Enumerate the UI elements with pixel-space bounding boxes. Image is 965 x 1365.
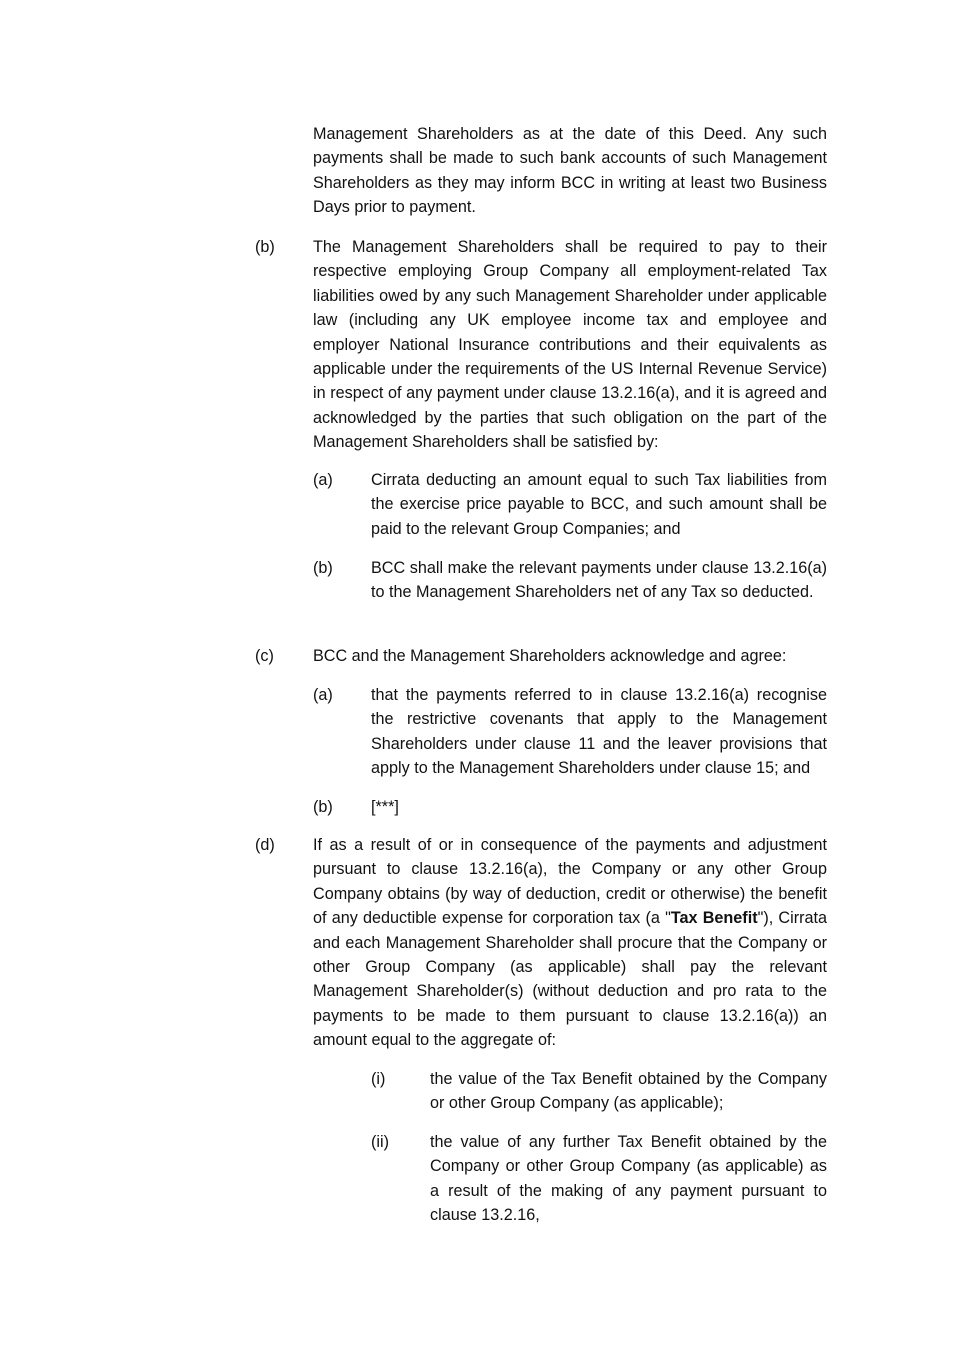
clause-c-sub-b-label: (b) (313, 798, 333, 816)
clause-b-text: The Management Shareholders shall be required to pay to their respective employing Group Company all employment-related Tax liabilities owed by any such Management Shareholder under applicable law (including any UK employee income tax and employee and employer National Insurance contributions and their equivalents as applicable under the requirements of the US Internal Revenue Service) in respect of any payment under clause 13.2.16(a), and it is agreed and acknowledged by the parties that such obligation on the part of the Management Shareholders shall be satisfied by: (313, 238, 827, 452)
clause-d-sub-ii-text: the value of any further Tax Benefit obtained by the Company or other Group Company (as applicable) as a result of the making of any payment pursuant to clause 13.2.16, (430, 1133, 827, 1225)
clause-c-sub-b-text: [***] (371, 798, 399, 816)
defined-term-tax-benefit: Tax Benefit (670, 909, 758, 928)
clause-b-sub-b-label: (b) (313, 559, 333, 577)
clause-d-sub-ii-label: (ii) (371, 1133, 389, 1151)
clause-c-text: BCC and the Management Shareholders acknowledge and agree: (313, 647, 787, 665)
clause-b-sub-a-label: (a) (313, 471, 333, 489)
clause-d-sub-i-text: the value of the Tax Benefit obtained by the Company or other Group Company (as applicable); (430, 1070, 827, 1113)
clause-d-text-after: "), Cirrata and each Management Shareholder shall procure that the Company or other Group Company (as applicable) shall pay the relevant Management Shareholder(s) (without deduction and pro rata to the payments to be made to them pursuant to clause 13.2.16(a)) an amount equal to the aggregate of: (313, 909, 827, 1050)
clause-d-text-before: If as a result of or in consequence of the payments and adjustment pursuant to clause 13.2.16(a), the Company or any other Group Company obtains (by way of deduction, credit or otherwise) the benefit of any deductible expense for corporation tax (a " (313, 836, 827, 928)
clause-b-sub-b-text: BCC shall make the relevant payments under clause 13.2.16(a) to the Management Shareholders net of any Tax so deducted. (371, 559, 827, 602)
clause-c-label: (c) (255, 647, 274, 665)
clause-d-label: (d) (255, 836, 275, 854)
intro-paragraph: Management Shareholders as at the date of this Deed. Any such payments shall be made to such bank accounts of such Management Shareholders as they may inform BCC in writing at least two Business Days prior to payment. (313, 125, 827, 217)
clause-d-text (313, 833, 827, 1053)
clause-b-sub-a-text: Cirrata deducting an amount equal to such Tax liabilities from the exercise price payable to BCC, and such amount shall be paid to the relevant Group Companies; and (371, 471, 827, 538)
clause-c-sub-a-label: (a) (313, 686, 333, 704)
clause-b-label: (b) (255, 238, 275, 256)
clause-c-sub-a-text: that the payments referred to in clause 13.2.16(a) recognise the restrictive covenants that apply to the Management Shareholders under clause 11 and the leaver provisions that apply to the Management Shareholders under clause 15; and (371, 686, 827, 778)
clause-d-sub-i-label: (i) (371, 1070, 386, 1088)
